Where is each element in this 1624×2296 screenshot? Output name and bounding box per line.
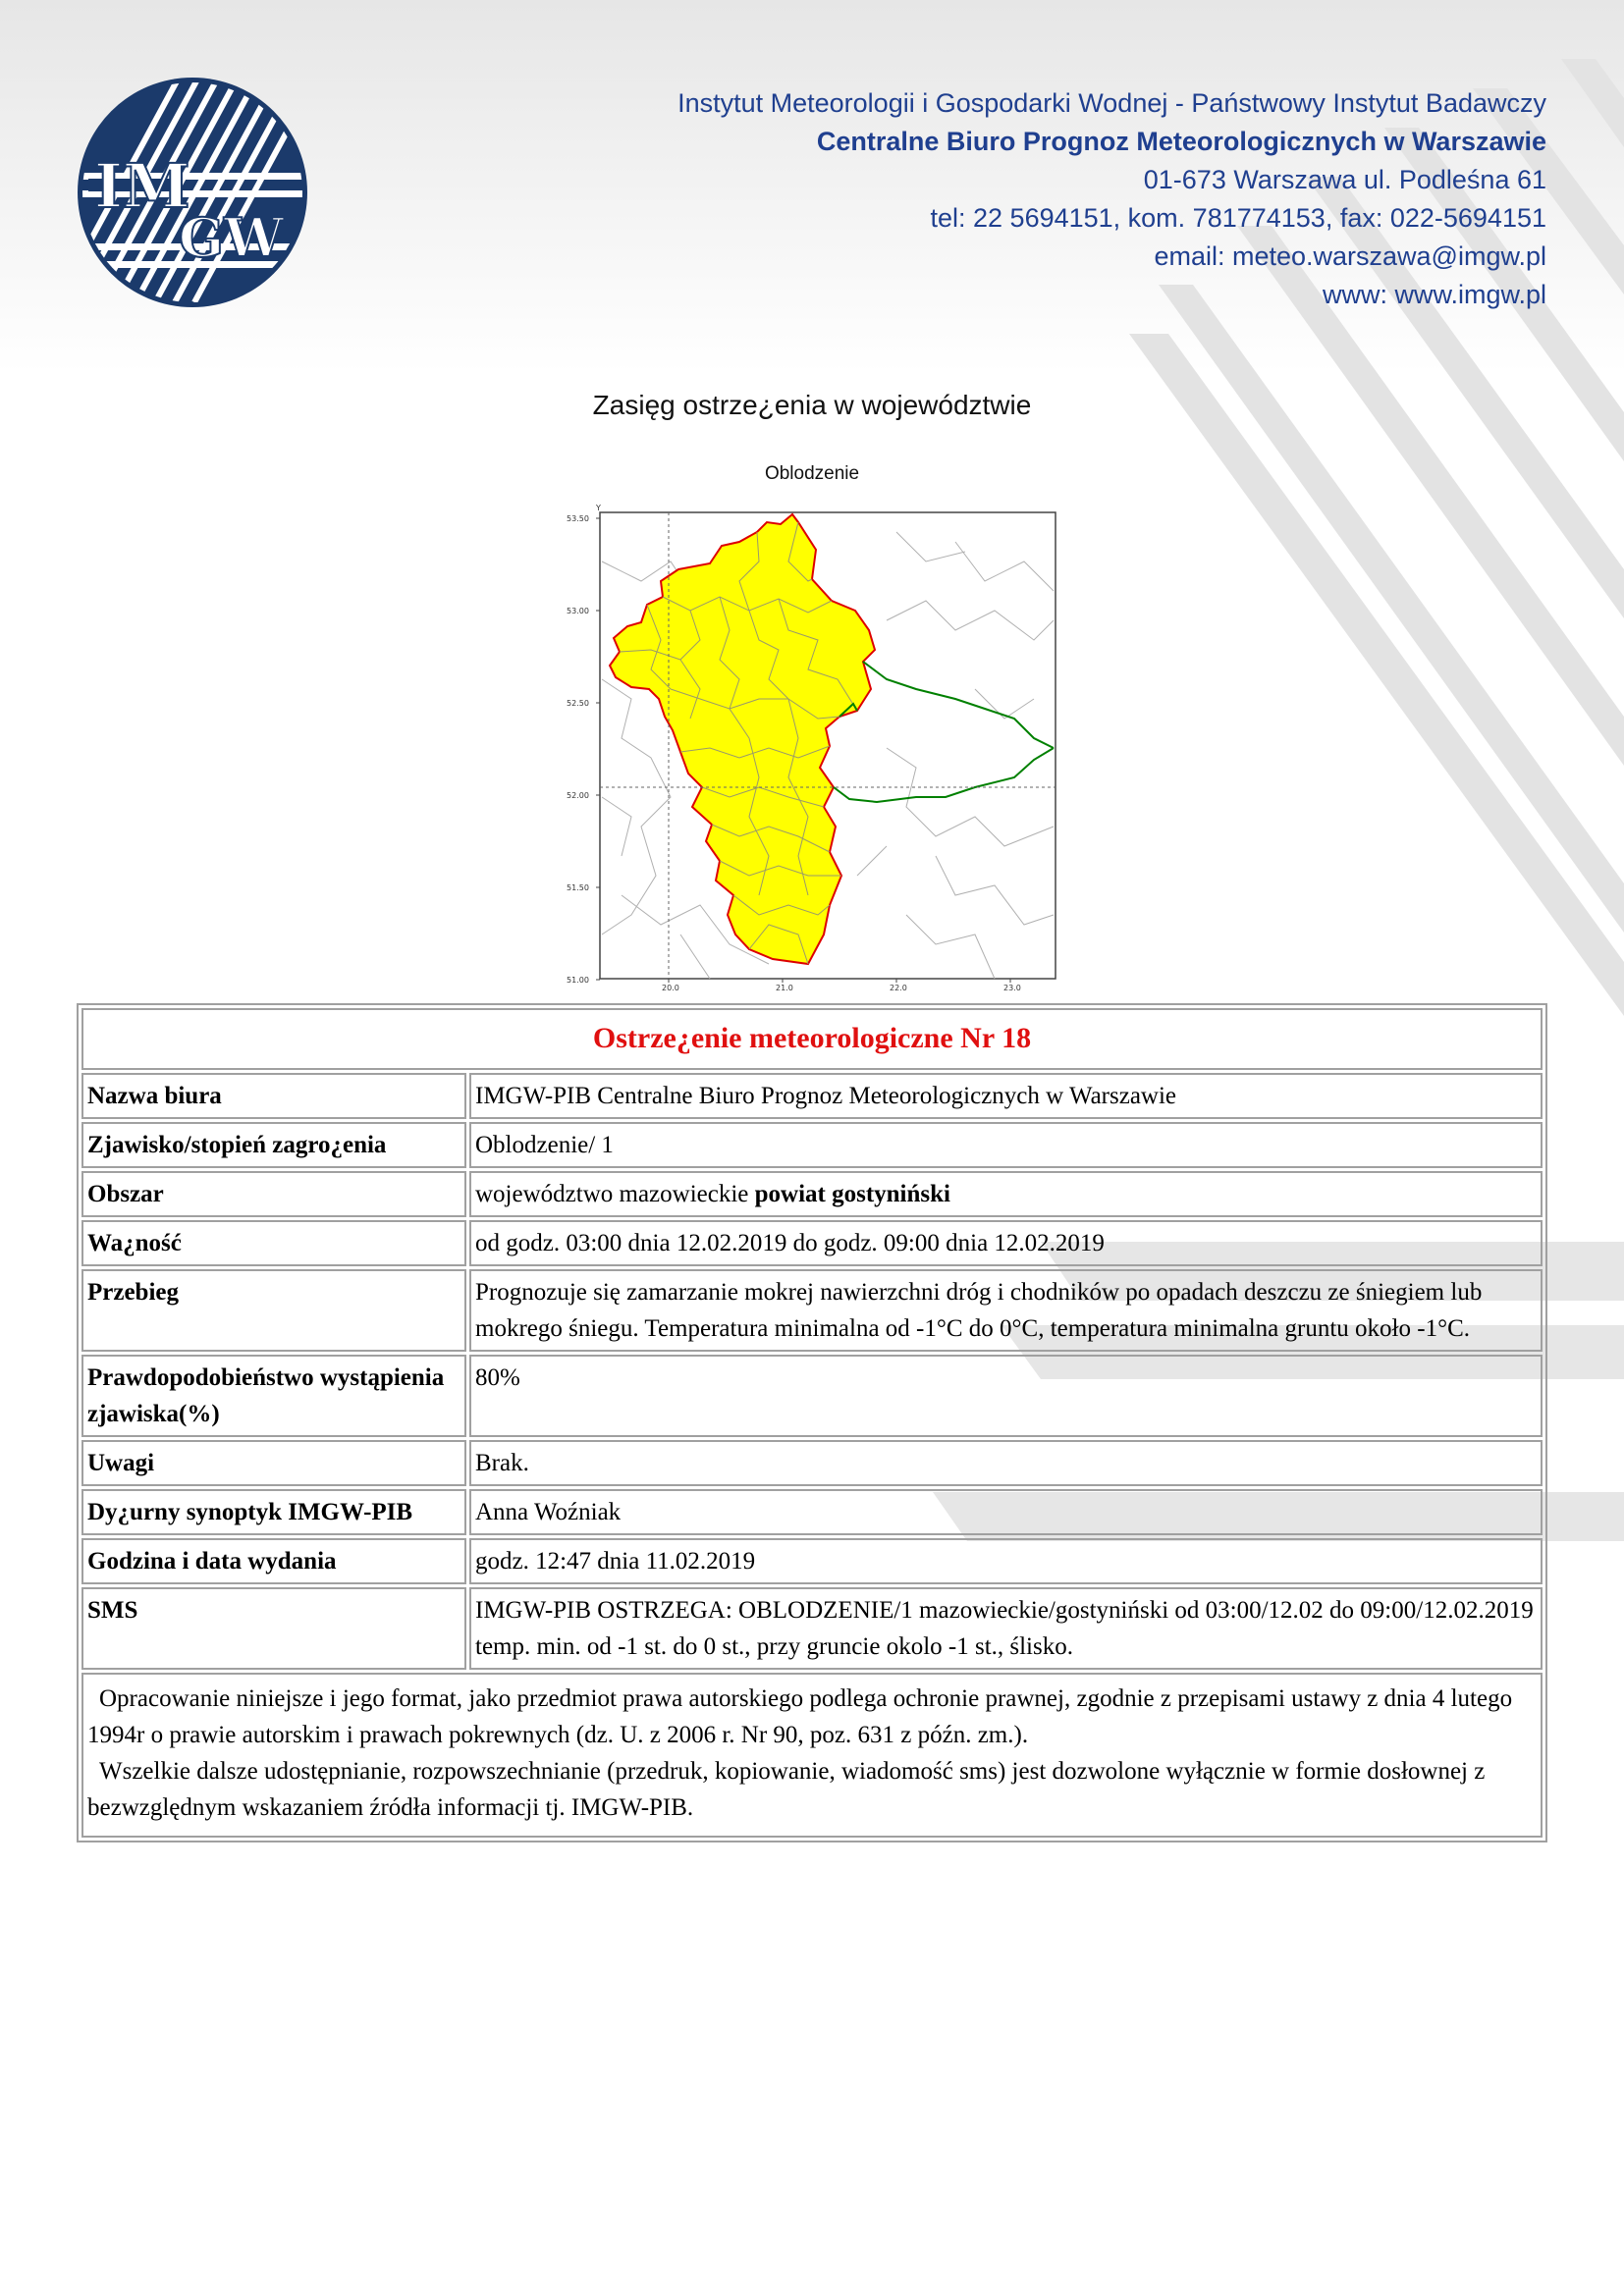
warning-row xyxy=(81,1489,1543,1535)
warning-row xyxy=(81,1440,1543,1486)
row-value xyxy=(469,1489,1543,1535)
row-value-text: Prognozuje się zamarzanie mokrej nawierzchni dróg i chodników po opadach deszczu ze śniegiem lub mokrego śniegu. Temperatura minimalna od -1°C do 0°C, temperatura minimalna gruntu około -1°C. xyxy=(475,1279,1483,1342)
row-value-text: IMGW-PIB OSTRZEGA: OBLODZENIE/1 mazowieckie/gostyniński od 03:00/12.02 do 09:00/12.02.2019 temp. min. od -1 st. do 0 st., przy gruncie okolo -1 st., ślisko. xyxy=(475,1597,1534,1660)
row-label: Prawdopodobieństwo wystąpienia zjawiska(%) xyxy=(81,1355,466,1437)
institute-name: Instytut Meteorologii i Gospodarki Wodnej - Państwowy Instytut Badawczy xyxy=(677,88,1546,118)
copyright-paragraph: Opracowanie niniejsze i jego format, jako przedmiot prawa autorskiego podlega ochronie prawnej, zgodnie z przepisami ustawy z dnia 4 lutego 1994r o prawie autorskim i prawach pokrewnych (dz. U. z 2006 r. Nr 90, poz. 631 z późn. zm.). xyxy=(87,1685,1513,1748)
office-name: Centralne Biuro Prognoz Meteorologicznych w Warszawie xyxy=(816,127,1546,156)
y-tick-label: 52.50 xyxy=(567,699,589,708)
row-value xyxy=(469,1587,1543,1670)
row-value-text: województwo mazowieckie xyxy=(475,1181,749,1207)
x-tick-label: 22.0 xyxy=(890,984,907,992)
logo-text-im: IM xyxy=(94,150,190,222)
row-value-text: 80% xyxy=(475,1364,520,1391)
row-label: Obszar xyxy=(81,1171,466,1217)
copyright-notice xyxy=(81,1673,1543,1838)
row-value-text: Anna Woźniak xyxy=(475,1499,622,1525)
row-label: Nazwa biura xyxy=(81,1073,466,1119)
warning-title-row xyxy=(81,1008,1543,1070)
row-value xyxy=(469,1538,1543,1584)
y-axis-letter: Y xyxy=(596,504,601,512)
warning-row xyxy=(81,1220,1543,1266)
email: email: meteo.warszawa@imgw.pl xyxy=(1154,241,1546,271)
warning-row xyxy=(81,1171,1543,1217)
warning-row xyxy=(81,1073,1543,1119)
row-value-text: godz. 12:47 dnia 11.02.2019 xyxy=(475,1548,756,1575)
y-tick-label: 52.00 xyxy=(567,791,589,800)
row-value xyxy=(469,1122,1543,1168)
row-label: Zjawisko/stopień zagro¿enia xyxy=(81,1122,466,1168)
row-value xyxy=(469,1355,1543,1437)
imgw-logo xyxy=(77,77,308,308)
row-label: SMS xyxy=(81,1587,466,1670)
warning-map xyxy=(563,503,1063,1001)
map-subtitle: Oblodzenie xyxy=(764,463,860,484)
warning-row xyxy=(81,1122,1543,1168)
row-label: Przebieg xyxy=(81,1269,466,1352)
address: 01-673 Warszawa ul. Podleśna 61 xyxy=(1143,165,1546,194)
row-value-text: Brak. xyxy=(475,1450,529,1476)
y-tick-label: 53.50 xyxy=(567,514,589,523)
row-value-text: od godz. 03:00 dnia 12.02.2019 do godz. 09:00 dnia 12.02.2019 xyxy=(475,1230,1105,1256)
row-value xyxy=(469,1440,1543,1486)
row-value xyxy=(469,1073,1543,1119)
row-value-bold: powiat gostyniński xyxy=(754,1181,950,1207)
y-tick-label: 53.00 xyxy=(567,607,589,615)
row-label: Dy¿urny synoptyk IMGW-PIB xyxy=(81,1489,466,1535)
row-label: Godzina i data wydania xyxy=(81,1538,466,1584)
warning-table xyxy=(77,1003,1547,1842)
warning-row xyxy=(81,1269,1543,1352)
row-value xyxy=(469,1171,1543,1217)
row-value-text: Oblodzenie/ 1 xyxy=(475,1132,614,1158)
logo-text-gw: GW xyxy=(179,206,284,269)
warning-row xyxy=(81,1355,1543,1437)
row-label: Uwagi xyxy=(81,1440,466,1486)
row-value xyxy=(469,1220,1543,1266)
warning-row xyxy=(81,1587,1543,1670)
map-title: Zasięg ostrze¿enia w województwie xyxy=(592,390,1032,420)
x-tick-label: 23.0 xyxy=(1003,984,1021,992)
row-value xyxy=(469,1269,1543,1352)
row-label: Wa¿ność xyxy=(81,1220,466,1266)
copyright-row xyxy=(81,1673,1543,1838)
copyright-paragraph: Wszelkie dalsze udostępnianie, rozpowszechnianie (przedruk, kopiowanie, wiadomość sms) jest dozwolone wyłącznie w formie dosłownej z bezwzględnym wskazaniem źródła informacji tj. IMGW-PIB. xyxy=(87,1758,1486,1821)
x-tick-label: 20.0 xyxy=(662,984,679,992)
institution-header xyxy=(677,84,1546,314)
y-tick-label: 51.50 xyxy=(567,883,589,892)
row-value-text: IMGW-PIB Centralne Biuro Prognoz Meteorologicznych w Warszawie xyxy=(475,1083,1177,1109)
phone: tel: 22 5694151, kom. 781774153, fax: 022-5694151 xyxy=(930,203,1546,233)
x-tick-label: 21.0 xyxy=(776,984,793,992)
y-tick-label: 51.00 xyxy=(567,976,589,985)
warning-title: Ostrze¿enie meteorologiczne Nr 18 xyxy=(81,1008,1543,1070)
website: www: www.imgw.pl xyxy=(1322,280,1546,309)
warning-row xyxy=(81,1538,1543,1584)
